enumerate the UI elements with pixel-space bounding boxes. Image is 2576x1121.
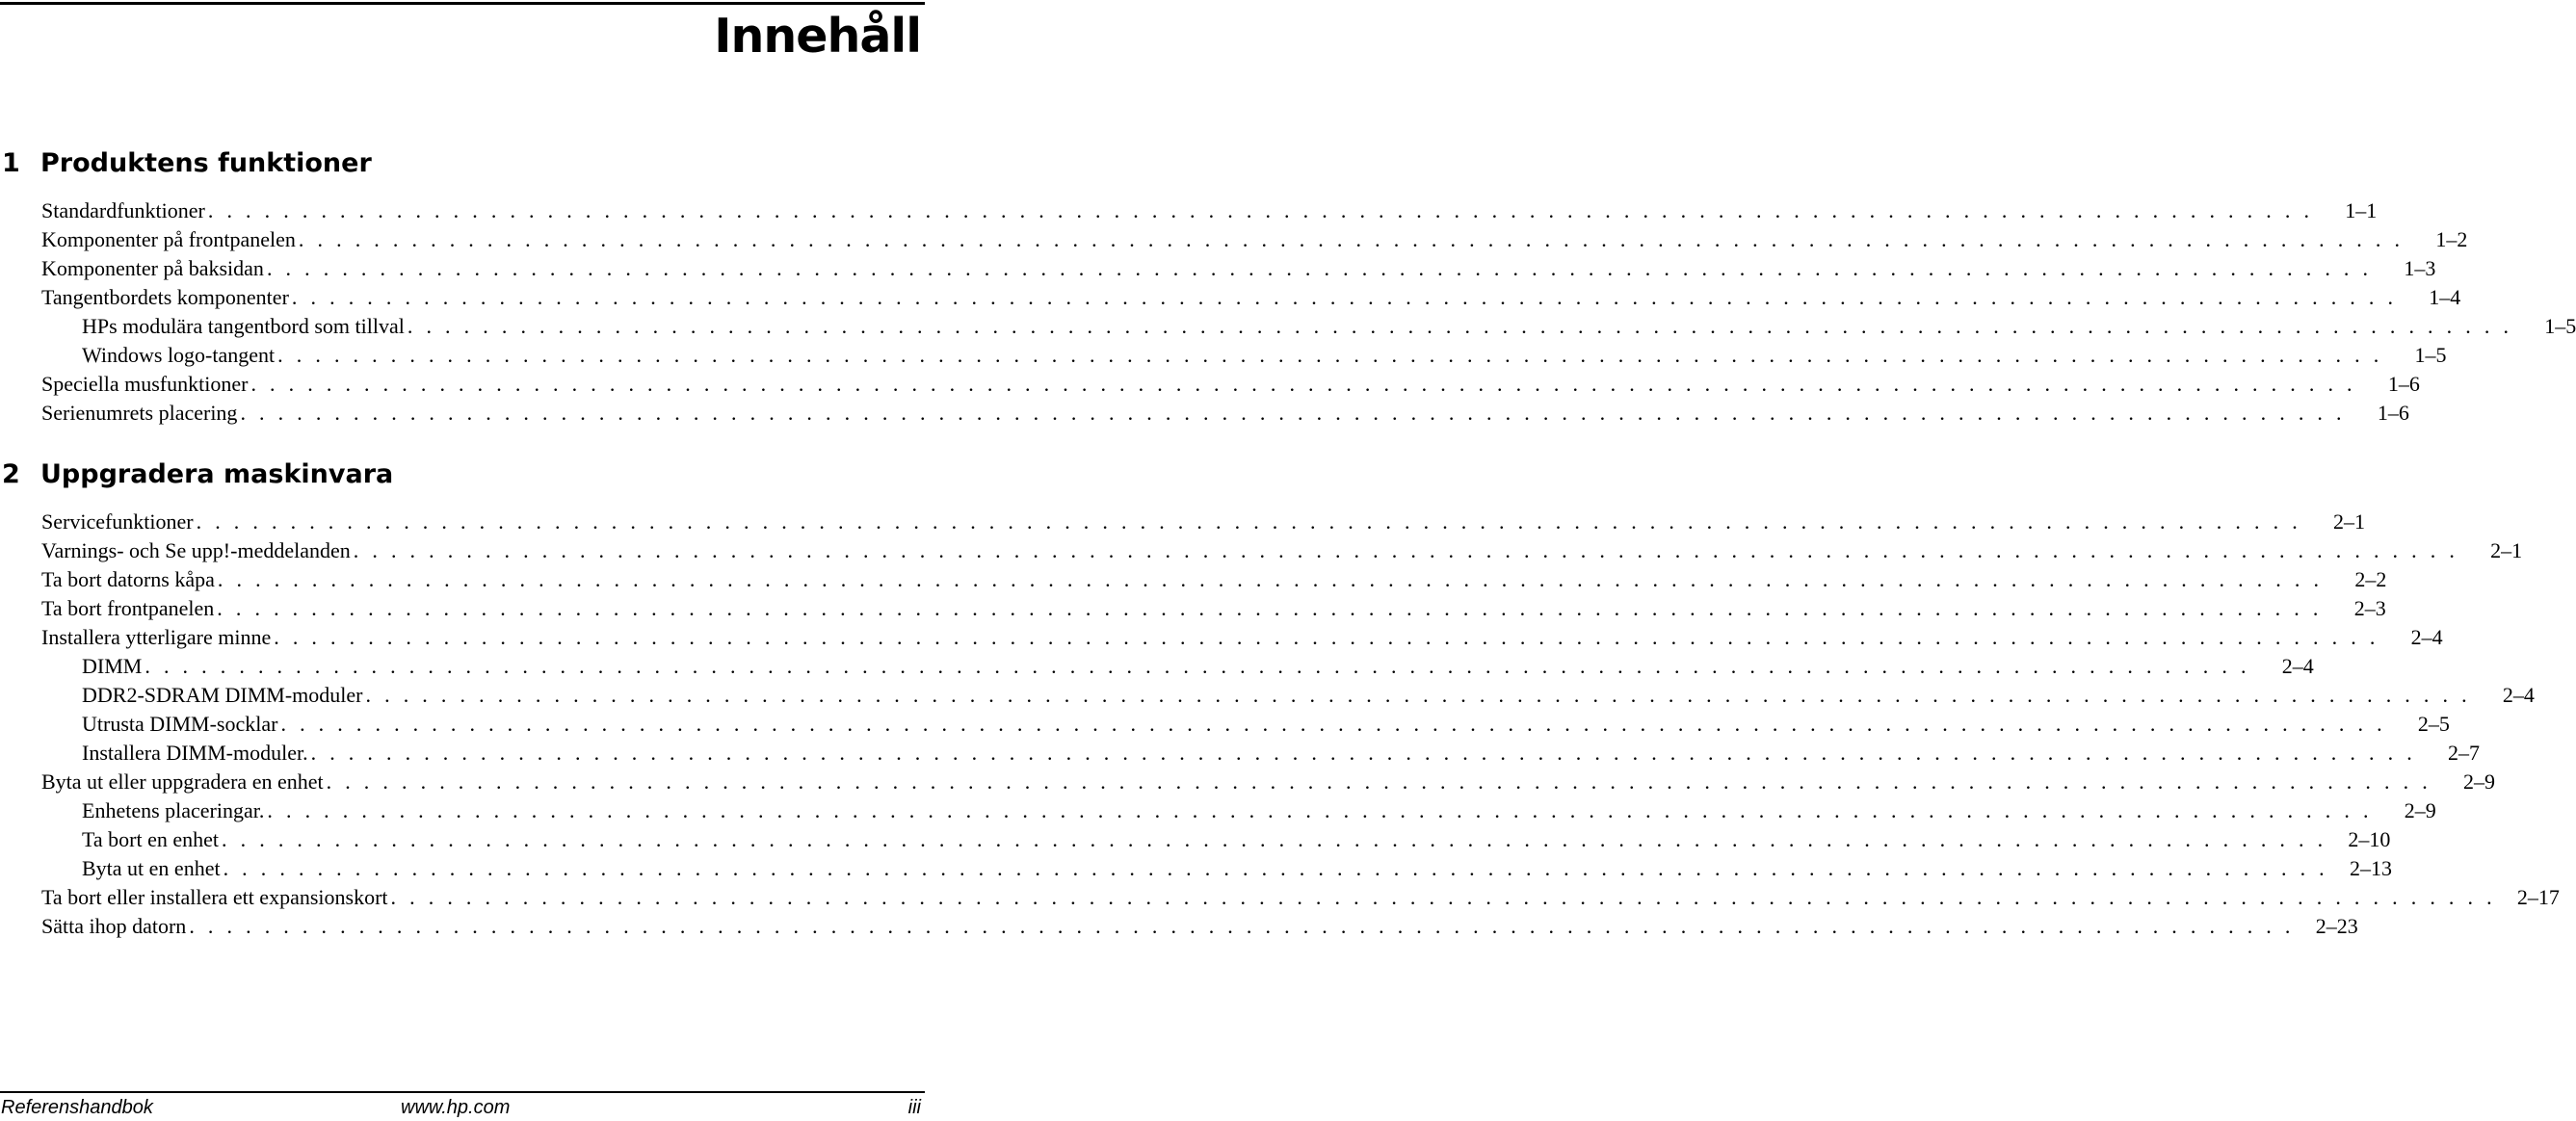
toc-entry-label: Standardfunktioner [41,198,205,222]
toc-entry-page: 1–5 [2544,314,2576,338]
toc-entry[interactable] [0,710,2450,739]
dot-leader: . . . . . . . . . . . . . . . . . . . . . . . . . . . . . . . . . . . . . . . . . . . . . . . . . . . . . . . . . . . . . . . . . . . . . . . . . . . . . . . . . . . . . . . . . . . . . . . . . . . . . . . . . . . . . . . . [266,256,2373,280]
toc-entry-page: 2–7 [2448,741,2481,765]
toc-entry-page: 2–4 [2502,683,2535,707]
footer-page-number: iii [907,1097,921,1118]
chapter-number: 2 [2,459,20,489]
toc-entry-page: 2–5 [2417,712,2450,736]
toc-entry-page: 1–6 [2387,372,2420,396]
toc-entry[interactable] [0,768,2496,796]
toc-entry-label: Windows logo-tangent [82,343,276,367]
chapter-1-entries [0,196,2576,428]
toc-entry[interactable] [0,399,2409,428]
toc-entry-page: 1–4 [2429,285,2461,309]
toc-entry-page: 2–23 [2315,914,2358,938]
dot-leader: . . . . . . . . . . . . . . . . . . . . . . . . . . . . . . . . . . . . . . . . . . . . . . . . . . . . . . . . . . . . . . . . . . . . . . . . . . . . . . . . . . . . . . . . . . . . . . . . . . . . . . . . . . . . . . . . [217,596,2323,620]
toc-entry[interactable] [0,565,2387,594]
dot-leader: . . . . . . . . . . . . . . . . . . . . . . . . . . . . . . . . . . . . . . . . . . . . . . . . . . . . . . . . . . . . . . . . . . . . . . . . . . . . . . . . . . . . . . . . . . . . . . . . . . . . . . . . . . . . . . . . [353,538,2459,562]
bottom-rule [0,1091,925,1093]
dot-leader: . . . . . . . . . . . . . . . . . . . . . . . . . . . . . . . . . . . . . . . . . . . . . . . . . . . . . . . . . . . . . . . . . . . . . . . . . . . . . . . . . . . . . . . . . . . . . . . . . . . . . . . . . . . . . . . . [365,683,2471,707]
toc-entry[interactable] [0,312,2576,341]
toc-entry-page: 1–1 [2345,198,2378,222]
toc-entry-page: 2–10 [2348,827,2391,851]
dot-leader: . . . . . . . . . . . . . . . . . . . . . . . . . . . . . . . . . . . . . . . . . . . . . . . . . . . . . . . . . . . . . . . . . . . . . . . . . . . . . . . . . . . . . . . . . . . . . . . . . . . . . . . . . . . . . . . . [267,798,2373,822]
toc-entry[interactable] [0,254,2436,283]
toc-entry-page: 2–4 [2281,654,2314,678]
toc-entry-label: Ta bort frontpanelen [41,596,215,620]
dot-leader: . . . . . . . . . . . . . . . . . . . . . . . . . . . . . . . . . . . . . . . . . . . . . . . . . . . . . . . . . . . . . . . . . . . . . . . . . . . . . . . . . . . . . . . . . . . . . . . . . . . . . . . . . . . . . . . . [196,509,2302,534]
chapter-2-entries [0,508,2560,941]
toc-entry[interactable] [0,825,2391,854]
toc-entry-label: Ta bort eller installera ett expansionskort [41,885,388,909]
dot-leader: . . . . . . . . . . . . . . . . . . . . . . . . . . . . . . . . . . . . . . . . . . . . . . . . . . . . . . . . . . . . . . . . . . . . . . . . . . . . . . . . . . . . . . . . . . . . . . . . . . . . . . . . . . . . . . . . [274,625,2379,649]
toc-entry-label: Speciella musfunktioner [41,372,249,396]
toc-entry-label: Ta bort datorns kåpa [41,567,215,591]
toc-entry-label: Installera DIMM-moduler. [82,741,308,765]
toc-entry[interactable] [0,594,2386,623]
dot-leader: . . . . . . . . . . . . . . . . . . . . . . . . . . . . . . . . . . . . . . . . . . . . . . . . . . . . . . . . . . . . . . . . . . . . . . . . . . . . . . . . . . . . . . . . . . . . . . . . . . . . . . . . . . . . . . . . [217,567,2324,591]
toc-entry-page: 2–13 [2349,856,2392,880]
page-title: Innehåll [714,9,921,64]
toc-entry-label: Byta ut eller uppgradera en enhet [41,769,324,794]
toc-entry[interactable] [0,739,2481,768]
toc-entry[interactable] [0,796,2436,825]
toc-entry[interactable] [0,370,2420,399]
dot-leader: . . . . . . . . . . . . . . . . . . . . . . . . . . . . . . . . . . . . . . . . . . . . . . . . . . . . . . . . . . . . . . . . . . . . . . . . . . . . . . . . . . . . . . . . . . . . . . . . . . . . . . . . . . . . . . . . [326,769,2432,794]
footer-url: www.hp.com [401,1097,511,1118]
dot-leader: . . . . . . . . . . . . . . . . . . . . . . . . . . . . . . . . . . . . . . . . . . . . . . . . . . . . . . . . . . . . . . . . . . . . . . . . . . . . . . . . . . . . . . . . . . . . . . . . . . . . . . . . . . . . . . . . [189,914,2295,938]
toc-entry-label: Utrusta DIMM-socklar [82,712,278,736]
toc-entry-label: DIMM [82,654,143,678]
dot-leader: . . . . . . . . . . . . . . . . . . . . . . . . . . . . . . . . . . . . . . . . . . . . . . . . . . . . . . . . . . . . . . . . . . . . . . . . . . . . . . . . . . . . . . . . . . . . . . . . . . . . . . . . . . . . . . . . [291,285,2398,309]
dot-leader: . . . . . . . . . . . . . . . . . . . . . . . . . . . . . . . . . . . . . . . . . . . . . . . . . . . . . . . . . . . . . . . . . . . . . . . . . . . . . . . . . . . . . . . . . . . . . . . . . . . . . . . . . . . . . . . . [390,885,2496,909]
toc-entry-page: 2–1 [2333,509,2366,534]
toc-entry-page: 1–3 [2404,256,2436,280]
toc-entry-label: Byta ut en enhet [82,856,221,880]
toc-entry[interactable] [0,883,2560,912]
toc-entry-label: DDR2-SDRAM DIMM-moduler [82,683,363,707]
chapter-number: 1 [2,148,20,178]
dot-leader: . . . . . . . . . . . . . . . . . . . . . . . . . . . . . . . . . . . . . . . . . . . . . . . . . . . . . . . . . . . . . . . . . . . . . . . . . . . . . . . . . . . . . . . . . . . . . . . . . . . . . . . . . . . . . . . . [277,343,2383,367]
toc-entry[interactable] [0,854,2392,883]
dot-leader: . . . . . . . . . . . . . . . . . . . . . . . . . . . . . . . . . . . . . . . . . . . . . . . . . . . . . . . . . . . . . . . . . . . . . . . . . . . . . . . . . . . . . . . . . . . . . . . . . . . . . . . . . . . . . . . . [298,227,2405,251]
toc-entry[interactable] [0,283,2461,312]
chapter-title: Uppgradera maskinvara [40,459,394,489]
toc-entry-page: 2–1 [2490,538,2523,562]
dot-leader: . . . . . . . . . . . . . . . . . . . . . . . . . . . . . . . . . . . . . . . . . . . . . . . . . . . . . . . . . . . . . . . . . . . . . . . . . . . . . . . . . . . . . . . . . . . . . . . . . . . . . . . . . . . . . . . . [240,401,2346,425]
toc-entry-label: Varnings- och Se upp!-meddelanden [41,538,351,562]
toc-entry-label: HPs modulära tangentbord som tillval [82,314,405,338]
toc-entry-label: Ta bort en enhet [82,827,220,851]
toc-entry[interactable] [0,196,2378,225]
toc-entry-page: 2–9 [2404,798,2436,822]
toc-entry-label: Komponenter på frontpanelen [41,227,296,251]
chapter-title: Produktens funktioner [40,148,372,178]
toc-entry[interactable] [0,652,2314,681]
toc-entry-page: 2–17 [2516,885,2560,909]
toc-entry-page: 2–2 [2354,567,2387,591]
toc-entry[interactable] [0,681,2535,710]
toc-entry-page: 1–6 [2377,401,2409,425]
dot-leader: . . . . . . . . . . . . . . . . . . . . . . . . . . . . . . . . . . . . . . . . . . . . . . . . . . . . . . . . . . . . . . . . . . . . . . . . . . . . . . . . . . . . . . . . . . . . . . . . . . . . . . . . . . . . . . . . [250,372,2356,396]
toc-entry-label: Installera ytterligare minne [41,625,272,649]
toc-entry-label: Serienumrets placering [41,401,238,425]
toc-entry[interactable] [0,912,2358,941]
dot-leader: . . . . . . . . . . . . . . . . . . . . . . . . . . . . . . . . . . . . . . . . . . . . . . . . . . . . . . . . . . . . . . . . . . . . . . . . . . . . . . . . . . . . . . . . . . . . . . . . . . . . . . . . . . . . . . . . [310,741,2417,765]
dot-leader: . . . . . . . . . . . . . . . . . . . . . . . . . . . . . . . . . . . . . . . . . . . . . . . . . . . . . . . . . . . . . . . . . . . . . . . . . . . . . . . . . . . . . . . . . . . . . . . . . . . . . . . . . . . . . . . . [207,198,2314,222]
footer-book-title: Referenshandbok [1,1097,153,1118]
toc-entry-label: Sätta ihop datorn [41,914,187,938]
toc-entry-label: Komponenter på baksidan [41,256,264,280]
dot-leader: . . . . . . . . . . . . . . . . . . . . . . . . . . . . . . . . . . . . . . . . . . . . . . . . . . . . . . . . . . . . . . . . . . . . . . . . . . . . . . . . . . . . . . . . . . . . . . . . . . . . . . . . . . . . . . . . [407,314,2513,338]
toc-entry-label: Enhetens placeringar. [82,798,265,822]
toc-entry[interactable] [0,225,2468,254]
toc-entry-page: 1–2 [2435,227,2468,251]
toc-entry-page: 2–9 [2463,769,2496,794]
toc-entry-label: Servicefunktioner [41,509,194,534]
dot-leader: . . . . . . . . . . . . . . . . . . . . . . . . . . . . . . . . . . . . . . . . . . . . . . . . . . . . . . . . . . . . . . . . . . . . . . . . . . . . . . . . . . . . . . . . . . . . . . . . . . . . . . . . . . . . . . . . [145,654,2250,678]
toc-entry[interactable] [0,623,2443,652]
toc-entry-page: 2–4 [2410,625,2443,649]
dot-leader: . . . . . . . . . . . . . . . . . . . . . . . . . . . . . . . . . . . . . . . . . . . . . . . . . . . . . . . . . . . . . . . . . . . . . . . . . . . . . . . . . . . . . . . . . . . . . . . . . . . . . . . . . . . . . . . . [223,856,2328,880]
top-rule [0,2,925,5]
dot-leader: . . . . . . . . . . . . . . . . . . . . . . . . . . . . . . . . . . . . . . . . . . . . . . . . . . . . . . . . . . . . . . . . . . . . . . . . . . . . . . . . . . . . . . . . . . . . . . . . . . . . . . . . . . . . . . . . [222,827,2327,851]
toc-entry[interactable] [0,536,2523,565]
toc-entry-label: Tangentbordets komponenter [41,285,289,309]
toc-entry-page: 2–3 [2353,596,2386,620]
toc-entry-page: 1–5 [2414,343,2447,367]
toc-entry[interactable] [0,341,2447,370]
toc-entry[interactable] [0,508,2366,536]
dot-leader: . . . . . . . . . . . . . . . . . . . . . . . . . . . . . . . . . . . . . . . . . . . . . . . . . . . . . . . . . . . . . . . . . . . . . . . . . . . . . . . . . . . . . . . . . . . . . . . . . . . . . . . . . . . . . . . . [280,712,2386,736]
